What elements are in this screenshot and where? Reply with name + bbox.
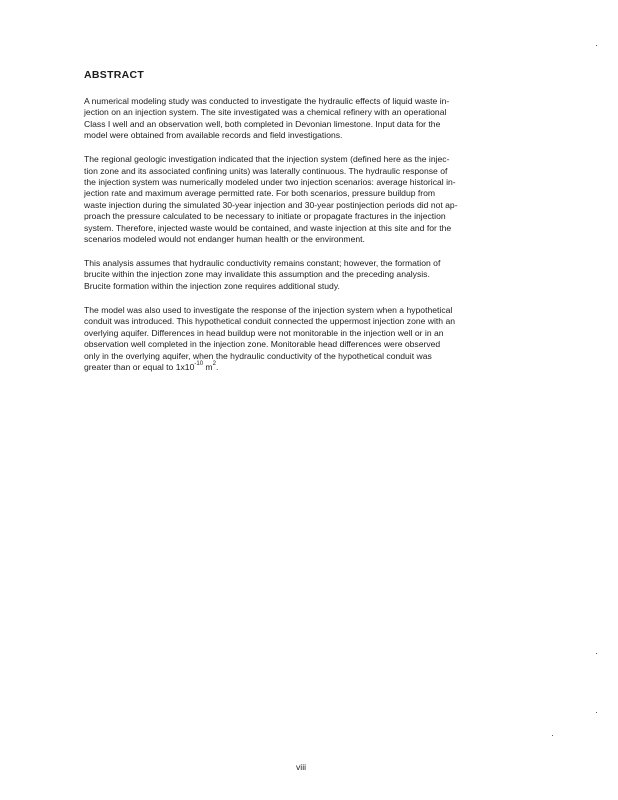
text-line: observation well completed in the injection zone. Monitorable head differences were observed bbox=[84, 339, 441, 350]
scan-speck bbox=[596, 653, 597, 654]
text-line: only in the overlying aquifer, when the hydraulic conductivity of the hypothetical conduit was bbox=[84, 350, 432, 361]
abstract-body bbox=[84, 96, 518, 386]
conductivity-unit: m bbox=[203, 361, 213, 372]
text-line: waste injection during the simulated 30-year injection and 30-year postinjection periods did not ap- bbox=[84, 199, 458, 210]
text-line: The regional geologic investigation indicated that the injection system (defined here as the injec- bbox=[84, 154, 450, 165]
text-line: Class I well and an observation well, both completed in Devonian limestone. Input data for the bbox=[84, 118, 441, 129]
text-line: The model was also used to investigate the response of the injection system when a hypothetical bbox=[84, 304, 453, 315]
abstract-heading: ABSTRACT bbox=[84, 69, 145, 81]
text-line: brucite within the injection zone may invalidate this assumption and the preceding analysis. bbox=[84, 269, 430, 280]
text-line: conduit was introduced. This hypothetical conduit connected the uppermost injection zone with an bbox=[84, 316, 456, 327]
paragraph-2 bbox=[84, 154, 518, 245]
text-line: Brucite formation within the injection zone requires additional study. bbox=[84, 280, 340, 291]
text-line: system. Therefore, injected waste would be contained, and waste injection at this site and for the bbox=[84, 222, 452, 233]
text-line: tion zone and its associated confining units) was laterally continuous. The hydraulic response of bbox=[84, 165, 448, 176]
scan-speck bbox=[596, 45, 597, 46]
text-line-with-exponent bbox=[84, 362, 518, 373]
scan-speck bbox=[552, 735, 553, 736]
text-line: scenarios modeled would not endanger human health or the environment. bbox=[84, 234, 365, 245]
paragraph-1 bbox=[84, 96, 518, 142]
text-line: A numerical modeling study was conducted to investigate the hydraulic effects of liquid waste in- bbox=[84, 96, 450, 106]
conductivity-exponent: -10 bbox=[194, 361, 204, 368]
text-line: proach the pressure calculated to be necessary to initiate or propagate fractures in the injection bbox=[84, 211, 446, 222]
conductivity-prefix: greater than or equal to 1x10 bbox=[84, 361, 195, 372]
text-line: model were obtained from available records and field investigations. bbox=[84, 130, 343, 141]
text-line: jection rate and maximum average permitted rate. For both scenarios, pressure buildup from bbox=[84, 188, 436, 199]
unit-exponent: 2 bbox=[212, 361, 216, 368]
page-number: viii bbox=[296, 762, 307, 772]
text-line: jection on an injection system. The site investigated was a chemical refinery with an operational bbox=[84, 107, 447, 118]
sentence-end: . bbox=[215, 361, 219, 372]
paragraph-4 bbox=[84, 305, 518, 373]
scan-speck bbox=[596, 712, 597, 713]
text-line: This analysis assumes that hydraulic conductivity remains constant; however, the formation of bbox=[84, 258, 441, 269]
text-line: overlying aquifer. Differences in head buildup were not monitorable in the injection well or in an bbox=[84, 327, 444, 338]
paragraph-3 bbox=[84, 258, 518, 292]
text-line: the injection system was numerically modeled under two injection scenarios: average historical in- bbox=[84, 177, 456, 188]
